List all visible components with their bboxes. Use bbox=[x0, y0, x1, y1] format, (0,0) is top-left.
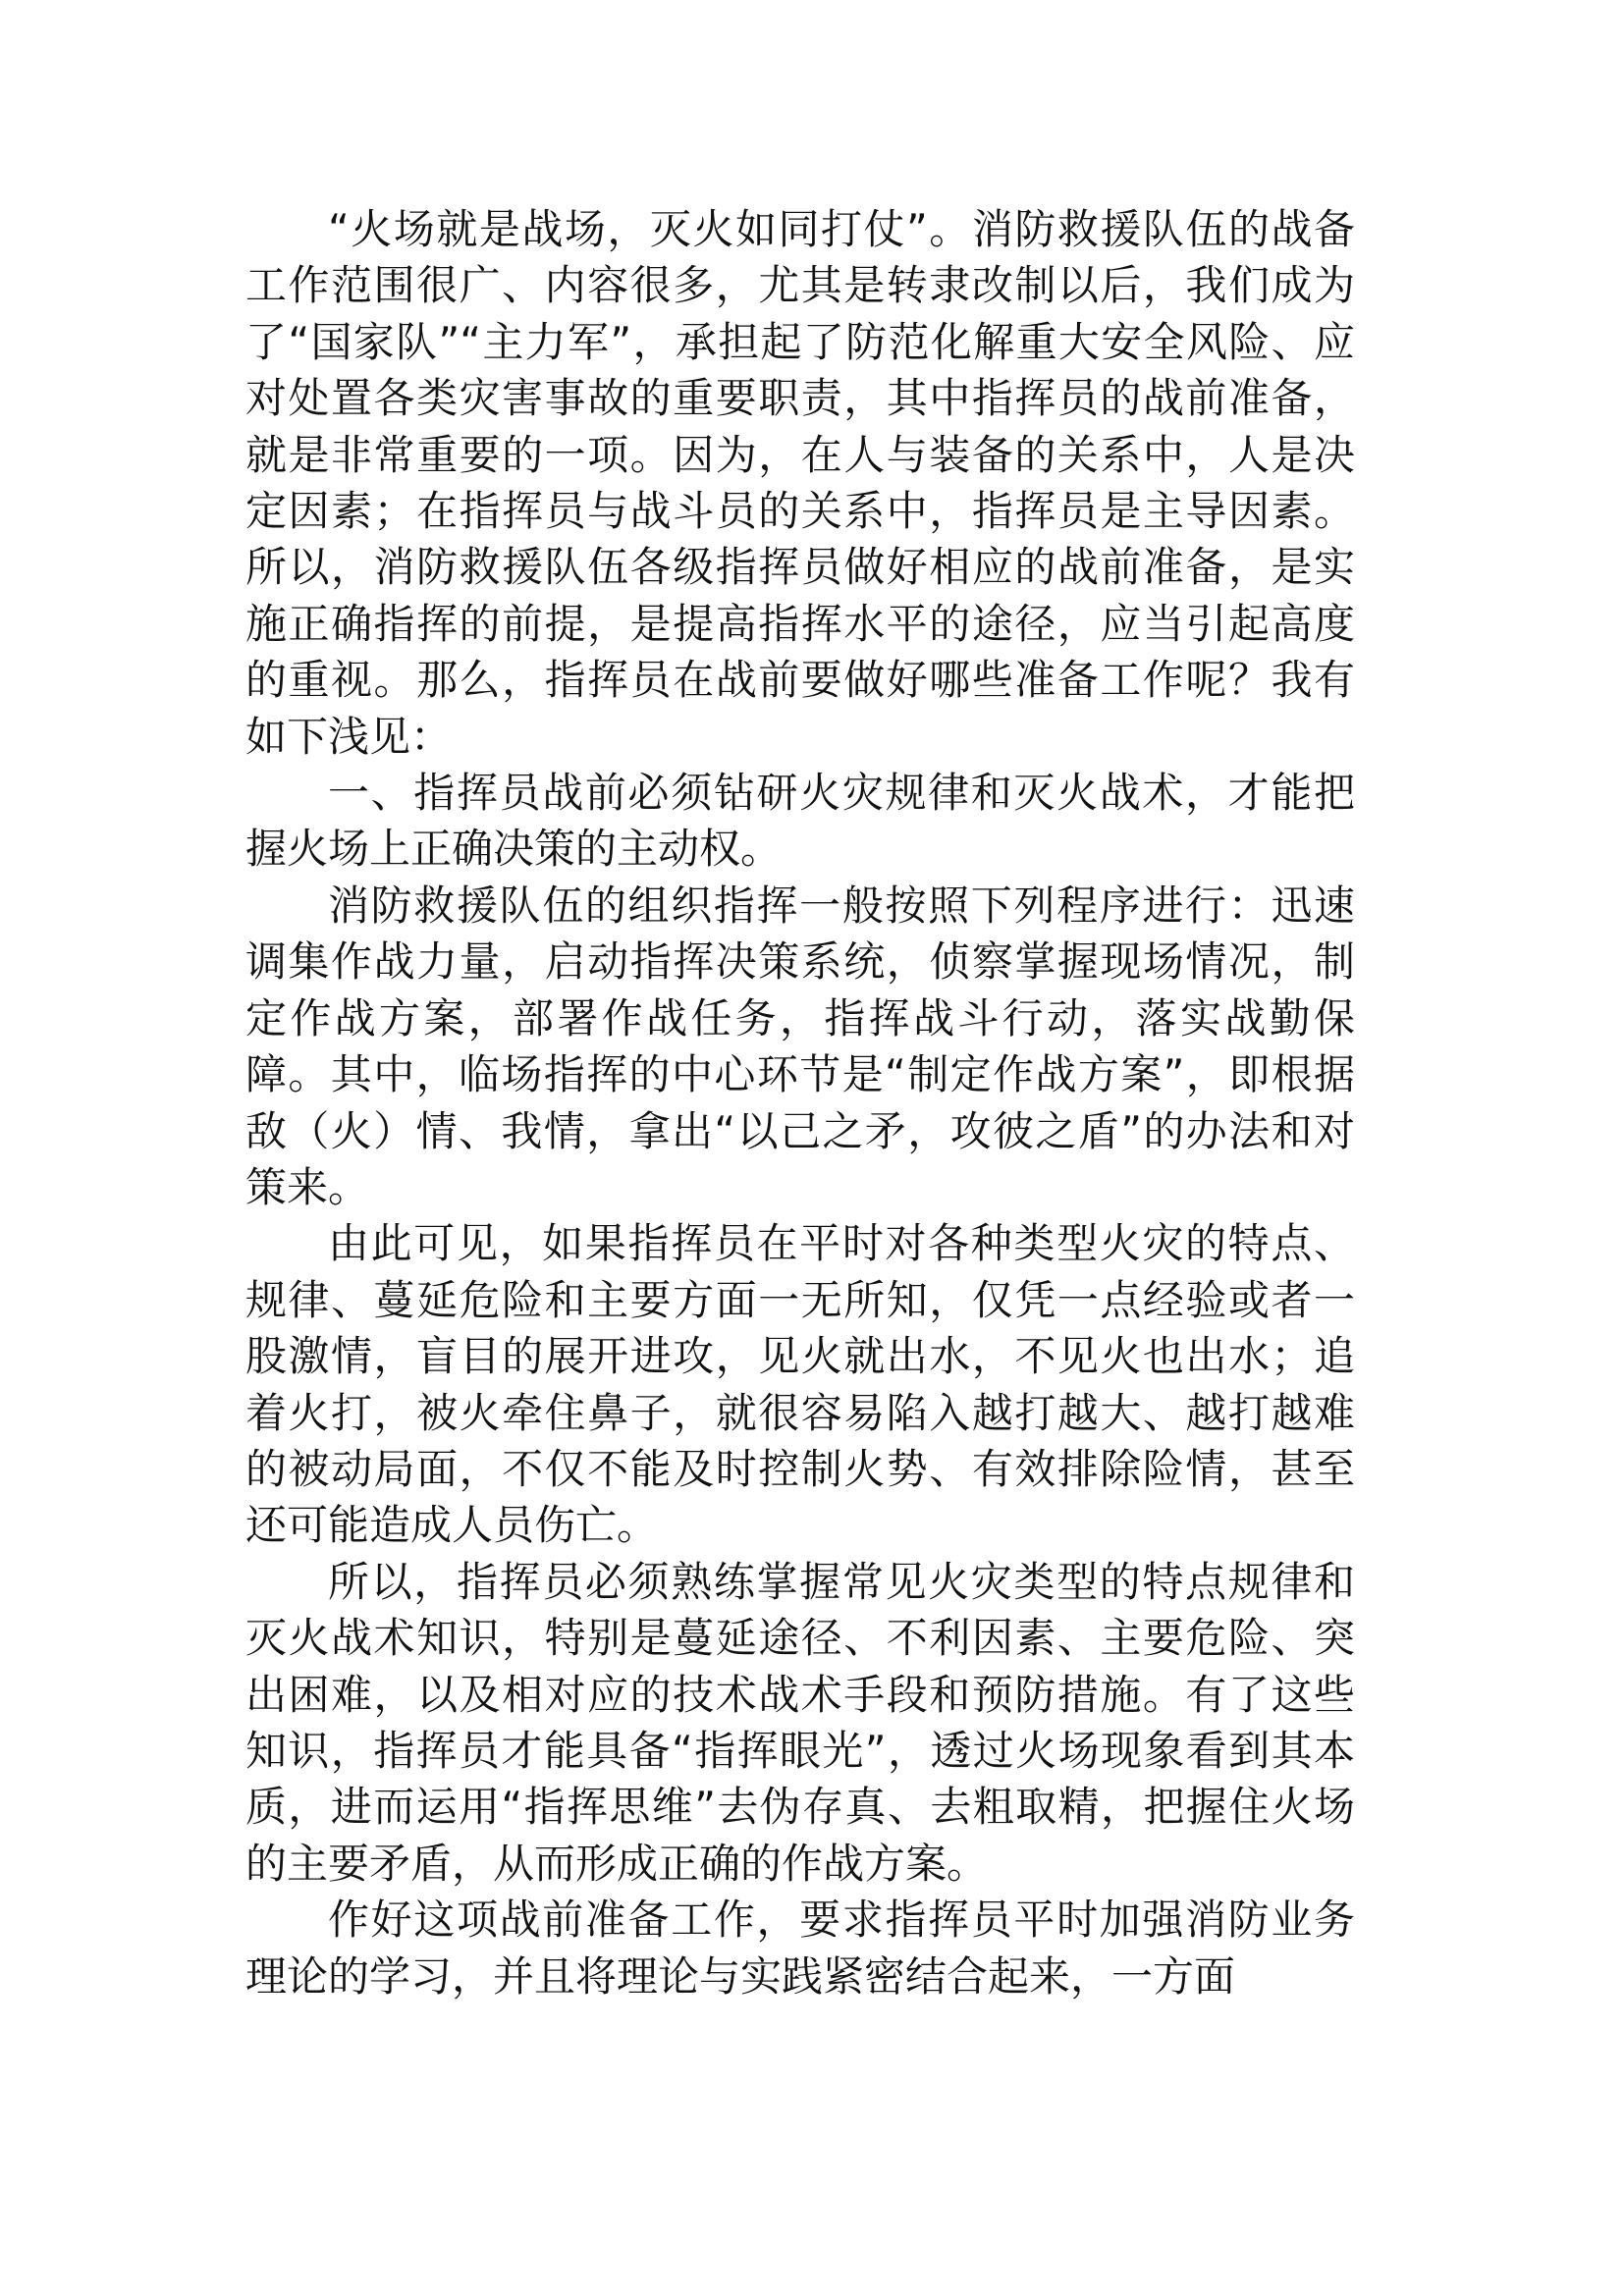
paragraph-consequences: 由此可见，如果指挥员在平时对各种类型火灾的特点、规律、蔓延危险和主要方面一无所知，仅凭一点经验或者一股激情，盲目的展开进攻，见火就出水，不见火也出水；追着火打，被火牵住鼻子，就很容易陷入越打越大、越打越难的被动局面，不仅不能及时控制火势、有效排除险情，甚至还可能造成人员伤亡。 bbox=[245, 1219, 1355, 1550]
paragraph-knowledge-requirements: 所以，指挥员必须熟练掌握常见火灾类型的特点规律和灭火战术知识，特别是蔓延途径、不利因素、主要危险、突出困难，以及相对应的技术战术手段和预防措施。有了这些知识，指挥员才能具备“指挥眼光”，透过火场现象看到其本质，进而运用“指挥思维”去伪存真、去粗取精，把握住火场的主要矛盾，从而形成正确的作战方案。 bbox=[245, 1557, 1355, 1888]
paragraph-preparation-work: 作好这项战前准备工作，要求指挥员平时加强消防业务理论的学习，并且将理论与实践紧密结合起来，一方面 bbox=[245, 1896, 1355, 2001]
paragraph-command-procedure: 消防救援队伍的组织指挥一般按照下列程序进行：迅速调集作战力量，启动指挥决策系统，侦察掌握现场情况，制定作战方案，部署作战任务，指挥战斗行动，落实战勤保障。其中，临场指挥的中心环节是“制定作战方案”，即根据敌（火）情、我情，拿出“以己之矛，攻彼之盾”的办法和对策来。 bbox=[245, 881, 1355, 1211]
document-body bbox=[245, 201, 1355, 2004]
paragraph-intro: “火场就是战场，灭火如同打仗”。消防救援队伍的战备工作范围很广、内容很多，尤其是转隶改制以后，我们成为了“国家队”“主力军”，承担起了防范化解重大安全风险、应对处置各类灾害事故的重要职责，其中指挥员的战前准备，就是非常重要的一项。因为，在人与装备的关系中，人是决定因素；在指挥员与战斗员的关系中，指挥员是主导因素。所以，消防救援队伍各级指挥员做好相应的战前准备，是实施正确指挥的前提，是提高指挥水平的途径，应当引起高度的重视。那么，指挥员在战前要做好哪些准备工作呢？我有如下浅见： bbox=[245, 205, 1355, 761]
paragraph-section-heading-one: 一、指挥员战前必须钻研火灾规律和灭火战术，才能把握火场上正确决策的主动权。 bbox=[245, 769, 1355, 874]
